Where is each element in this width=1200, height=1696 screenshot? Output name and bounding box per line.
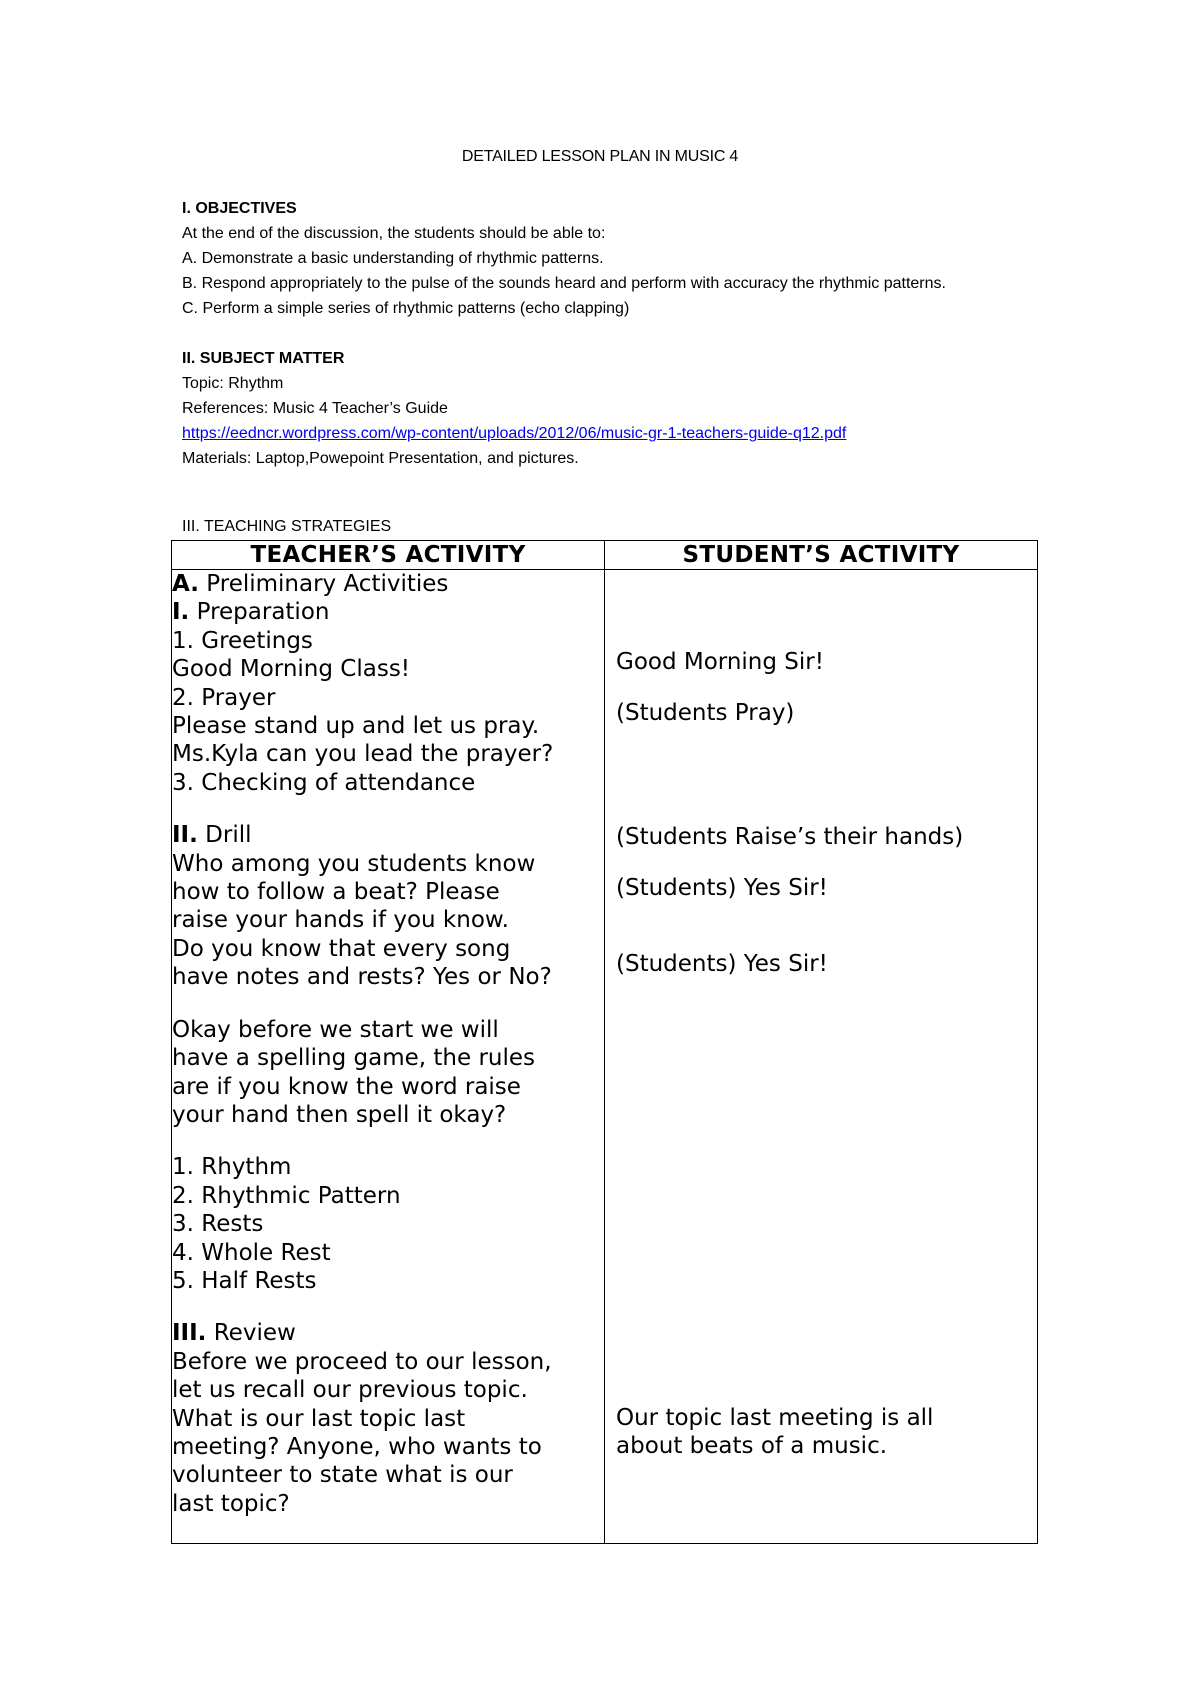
review-line: What is our last topic last — [172, 1405, 466, 1432]
student-response: (Students Pray) — [616, 700, 795, 726]
student-response: Our topic last meeting is all — [616, 1405, 934, 1431]
section-i-label: I. — [172, 599, 190, 626]
greetings-item: 1. Greetings — [172, 627, 313, 654]
prayer-line: Ms.Kyla can you lead the prayer? — [172, 741, 554, 768]
spacer — [172, 797, 604, 821]
objectives-intro: At the end of the discussion, the students should be able to: — [182, 225, 606, 242]
references-line: References: Music 4 Teacher’s Guide — [182, 400, 448, 417]
objectives-heading: I. OBJECTIVES — [182, 200, 297, 217]
drill-line: Who among you students know — [172, 850, 536, 877]
drill-line: Do you know that every song — [172, 935, 511, 962]
spelling-word: 3. Rests — [172, 1211, 264, 1238]
prayer-line: Please stand up and let us pray. — [172, 713, 540, 740]
objective-item: C. Perform a simple series of rhythmic patterns (echo clapping) — [182, 300, 630, 317]
game-line: Okay before we start we will — [172, 1016, 499, 1043]
section-ii-label: II. — [172, 822, 198, 849]
game-line: have a spelling game, the rules — [172, 1045, 536, 1072]
prayer-item: 2. Prayer — [172, 684, 276, 711]
document-title: DETAILED LESSON PLAN IN MUSIC 4 — [461, 148, 739, 165]
subject-matter-heading: II. SUBJECT MATTER — [182, 350, 345, 367]
teacher-activity-header: TEACHER’S ACTIVITY — [172, 541, 605, 570]
attendance-item: 3. Checking of attendance — [172, 769, 476, 796]
review-line: let us recall our previous topic. — [172, 1377, 528, 1404]
review-line: meeting? Anyone, who wants to — [172, 1433, 542, 1460]
section-a-label: A. — [172, 571, 199, 597]
drill-line: have notes and rests? Yes or No? — [172, 964, 552, 991]
review-line: volunteer to state what is our — [172, 1462, 513, 1489]
spelling-word: 4. Whole Rest — [172, 1239, 331, 1266]
topic-line: Topic: Rhythm — [182, 375, 284, 392]
game-line: your hand then spell it okay? — [172, 1101, 507, 1128]
section-a-text: Preliminary Activities — [198, 571, 449, 597]
objective-item: A. Demonstrate a basic understanding of rhythmic patterns. — [182, 250, 604, 267]
teaching-strategies-heading: III. TEACHING STRATEGIES — [182, 518, 392, 535]
objective-item: B. Respond appropriately to the pulse of the sounds heard and perform with accuracy the rhythmic patterns. — [182, 275, 946, 292]
section-iii-label: III. — [172, 1320, 207, 1347]
student-response: (Students) Yes Sir! — [616, 951, 828, 977]
section-i-text: Preparation — [189, 599, 330, 626]
drill-line: raise your hands if you know. — [172, 907, 509, 934]
section-ii-text: Drill — [197, 822, 252, 849]
table-row — [172, 570, 1038, 1544]
spacer — [172, 1295, 604, 1319]
drill-line: how to follow a beat? Please — [172, 879, 500, 906]
spacer — [182, 321, 1062, 346]
greet-line: Good Morning Class! — [172, 656, 411, 683]
spelling-word: 5. Half Rests — [172, 1267, 317, 1294]
student-activity-header: STUDENT’S ACTIVITY — [605, 541, 1038, 570]
intro-section — [182, 196, 1062, 471]
activity-table — [171, 540, 1038, 1544]
spacer — [172, 992, 604, 1016]
review-line: last topic? — [172, 1490, 290, 1517]
spacer — [172, 1129, 604, 1153]
teacher-activity-cell — [172, 570, 605, 1544]
student-activity-cell — [605, 570, 1038, 1544]
spelling-word: 2. Rhythmic Pattern — [172, 1182, 401, 1209]
reference-link[interactable]: https://eedncr.wordpress.com/wp-content/uploads/2012/06/music-gr-1-teachers-guide-q12.pdf — [182, 425, 847, 442]
spelling-word: 1. Rhythm — [172, 1154, 292, 1181]
student-response: (Students) Yes Sir! — [616, 875, 828, 901]
student-response: Good Morning Sir! — [616, 649, 824, 675]
table-header-row — [172, 541, 1038, 570]
review-line: Before we proceed to our lesson, — [172, 1348, 552, 1375]
section-iii-text: Review — [206, 1320, 296, 1347]
student-response: (Students Raise’s their hands) — [616, 824, 964, 850]
game-line: are if you know the word raise — [172, 1073, 521, 1100]
student-response: about beats of a music. — [616, 1433, 888, 1459]
materials-line: Materials: Laptop,Powepoint Presentation, and pictures. — [182, 450, 579, 467]
